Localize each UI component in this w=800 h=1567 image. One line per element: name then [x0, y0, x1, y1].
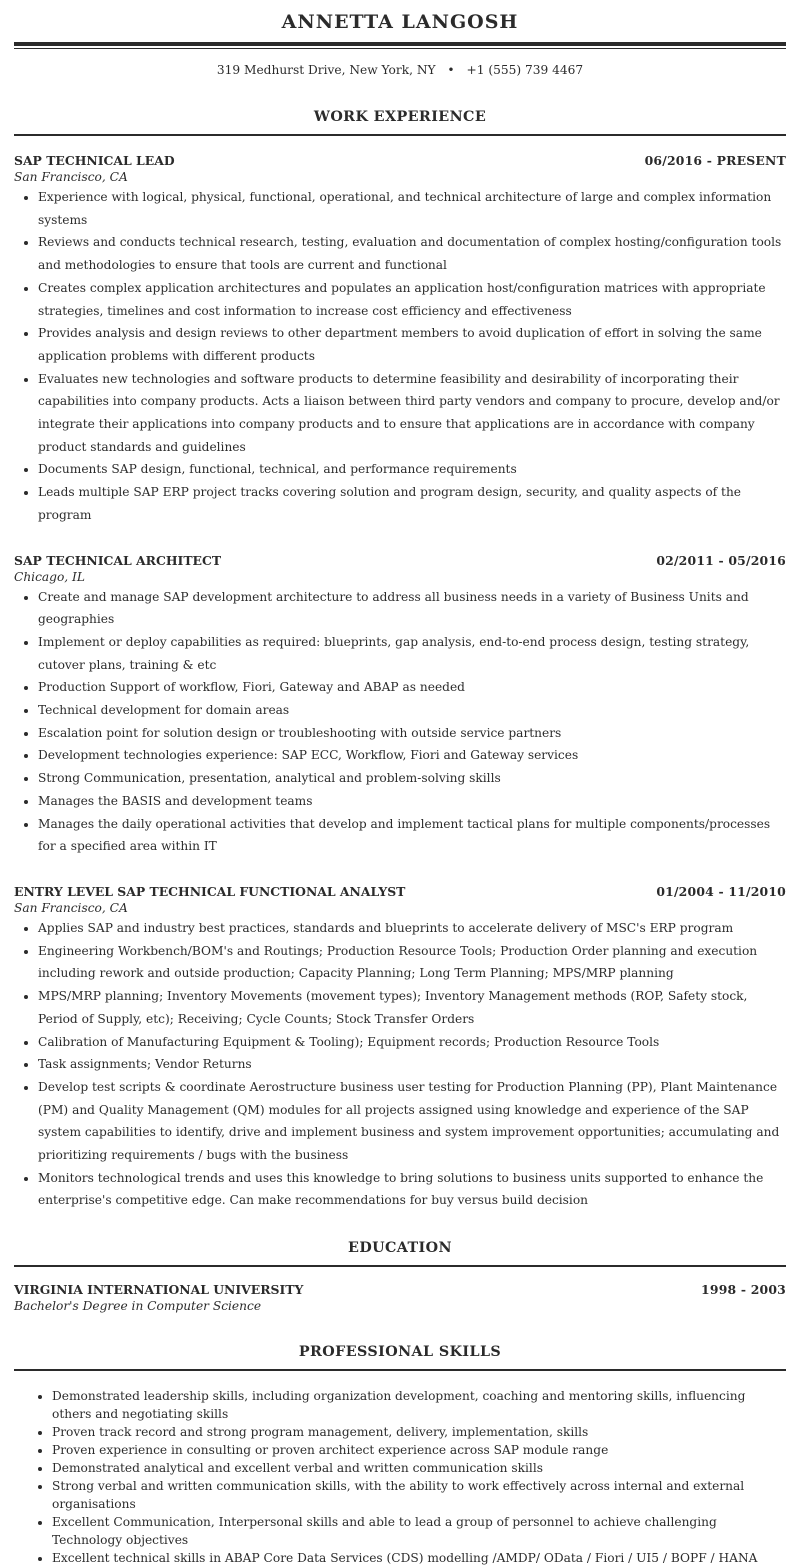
job-bullet: • Manages the BASIS and development teams: [38, 790, 786, 813]
skill-item: • Demonstrated leadership skills, including organization development, coaching and mentoring skills, influencing others and negotiating skills: [52, 1387, 786, 1423]
job-bullet: • Technical development for domain areas: [38, 699, 786, 722]
job-bullet: • Strong Communication, presentation, analytical and problem-solving skills: [38, 767, 786, 790]
job-bullet: • Production Support of workflow, Fiori, Gateway and ABAP as needed: [38, 676, 786, 699]
header-divider-thick: [14, 42, 786, 46]
job-title: SAP TECHNICAL LEAD: [14, 153, 175, 168]
job-bullets: [14, 586, 786, 858]
job-header: [14, 153, 786, 169]
job-bullet: • Task assignments; Vendor Returns: [38, 1053, 786, 1076]
section-title-education: EDUCATION: [348, 1240, 452, 1257]
job-bullet: • Monitors technological trends and uses this knowledge to bring solutions to business units supported to enhance the enterprise's competitive edge. Can make recommendations for buy versus build decision: [38, 1167, 786, 1212]
job-bullets: [14, 186, 786, 527]
job-bullet: • Documents SAP design, functional, technical, and performance requirements: [38, 458, 786, 481]
job-bullet: • Evaluates new technologies and software products to determine feasibility and desirability of incorporating their capabilities into company products. Acts a liaison between third party vendors and company to procure, develop and/or integrate their applications into company products and to ensure that applications are in accordance with company product standards and guidelines: [38, 368, 786, 459]
job-bullet: • Create and manage SAP development architecture to address all business needs in a variety of Business Units and geographies: [38, 586, 786, 631]
job-location: San Francisco, CA: [14, 900, 128, 915]
skills-list: [14, 1387, 786, 1567]
contact-line: [14, 62, 786, 78]
phone: +1 (555) 739 4467: [466, 63, 584, 77]
education-entry: [14, 1282, 786, 1315]
job-title: ENTRY LEVEL SAP TECHNICAL FUNCTIONAL ANALYST: [14, 883, 406, 899]
job-bullets: [14, 917, 786, 1212]
job-bullet: • Engineering Workbench/BOM's and Routings; Production Resource Tools; Production Order planning and execution including rework and outside production; Capacity Planning; Long Term Planning; MPS/MRP planning: [38, 940, 786, 985]
skill-item: • Proven experience in consulting or proven architect experience across SAP module range: [52, 1441, 786, 1459]
job-header: [14, 553, 786, 569]
section-title-work-experience: WORK EXPERIENCE: [313, 109, 487, 125]
skill-item: • Excellent Communication, Interpersonal skills and able to lead a group of personnel to achieve challenging Technology objectives: [52, 1513, 786, 1549]
job-bullet: • Creates complex application architectures and populates an application host/configuration matrices with appropriate strategies, timelines and cost information to increase cost efficiency and effectiveness: [38, 277, 786, 322]
job-entry: [14, 884, 786, 1212]
contact-separator: •: [447, 63, 455, 77]
job-bullet: • MPS/MRP planning; Inventory Movements (movement types); Inventory Management methods (ROP, Safety stock, Period of Supply, etc); Receiving; Cycle Counts; Stock Transfer Orders: [38, 985, 786, 1030]
job-bullet: • Applies SAP and industry best practices, standards and blueprints to accelerate delivery of MSC's ERP program: [38, 917, 786, 940]
education-dates: 1998 - 2003: [701, 1282, 786, 1298]
job-bullet: • Leads multiple SAP ERP project tracks covering solution and program design, security, and quality aspects of the program: [38, 481, 786, 526]
job-entry: [14, 553, 786, 858]
job-bullet: • Experience with logical, physical, functional, operational, and technical architecture of large and complex information systems: [38, 186, 786, 231]
job-location: Chicago, IL: [14, 569, 85, 584]
skill-item: • Excellent technical skills in ABAP Core Data Services (CDS) modelling /AMDP/ OData / Fiori / UI5 / BOPF / HANA: [52, 1549, 786, 1567]
degree: Bachelor's Degree in Computer Science: [14, 1299, 262, 1314]
address: 319 Medhurst Drive, New York, NY: [216, 63, 436, 77]
section-title-skills: PROFESSIONAL SKILLS: [298, 1344, 502, 1361]
job-bullet: • Reviews and conducts technical research, testing, evaluation and documentation of complex hosting/configuration tools and methodologies to ensure that tools are current and functional: [38, 231, 786, 276]
job-location: San Francisco, CA: [14, 170, 128, 184]
education-header: [14, 1282, 786, 1298]
skill-item: • Proven track record and strong program management, delivery, implementation, skills: [52, 1423, 786, 1441]
job-title: SAP TECHNICAL ARCHITECT: [14, 552, 222, 568]
job-dates: 06/2016 - PRESENT: [644, 153, 786, 168]
job-bullet: • Manages the daily operational activities that develop and implement tactical plans for multiple components/processes for a specified area within IT: [38, 813, 786, 858]
job-bullet: • Calibration of Manufacturing Equipment & Tooling); Equipment records; Production Resource Tools: [38, 1031, 786, 1054]
education-section: [14, 1239, 786, 1315]
skill-item: • Demonstrated analytical and excellent verbal and written communication skills: [52, 1459, 786, 1477]
job-entry: [14, 153, 786, 527]
skills-section: [14, 1343, 786, 1567]
job-bullet: • Escalation point for solution design or troubleshooting with outside service partners: [38, 722, 786, 745]
job-bullet: • Development technologies experience: SAP ECC, Workflow, Fiori and Gateway services: [38, 744, 786, 767]
school-name: VIRGINIA INTERNATIONAL UNIVERSITY: [14, 1282, 304, 1298]
job-dates: 02/2011 - 05/2016: [656, 552, 786, 568]
job-dates: 01/2004 - 11/2010: [656, 883, 786, 899]
skill-item: • Strong verbal and written communication skills, with the ability to work effectively across internal and external organisations: [52, 1477, 786, 1513]
candidate-name: ANNETTA LANGOSH: [281, 11, 519, 33]
job-header: [14, 884, 786, 900]
job-bullet: • Implement or deploy capabilities as required: blueprints, gap analysis, end-to-end process design, testing strategy, cutover plans, training & etc: [38, 631, 786, 676]
job-bullet: • Provides analysis and design reviews to other department members to avoid duplication of effort in solving the same application problems with different products: [38, 322, 786, 367]
resume-page: [14, 0, 786, 1567]
section-divider: [14, 1265, 786, 1267]
work-experience-section: [14, 108, 786, 1212]
section-divider: [14, 1369, 786, 1371]
header-divider-thin: [14, 48, 786, 49]
job-bullet: • Develop test scripts & coordinate Aerostructure business user testing for Production Planning (PP), Plant Maintenance (PM) and Quality Management (QM) modules for all projects assigned using knowledge and experience of the SAP system capabilities to identify, drive and implement business and system improvement opportunities; accumulating and prioritizing requirements / bugs with the business: [38, 1076, 786, 1167]
section-divider: [14, 134, 786, 136]
